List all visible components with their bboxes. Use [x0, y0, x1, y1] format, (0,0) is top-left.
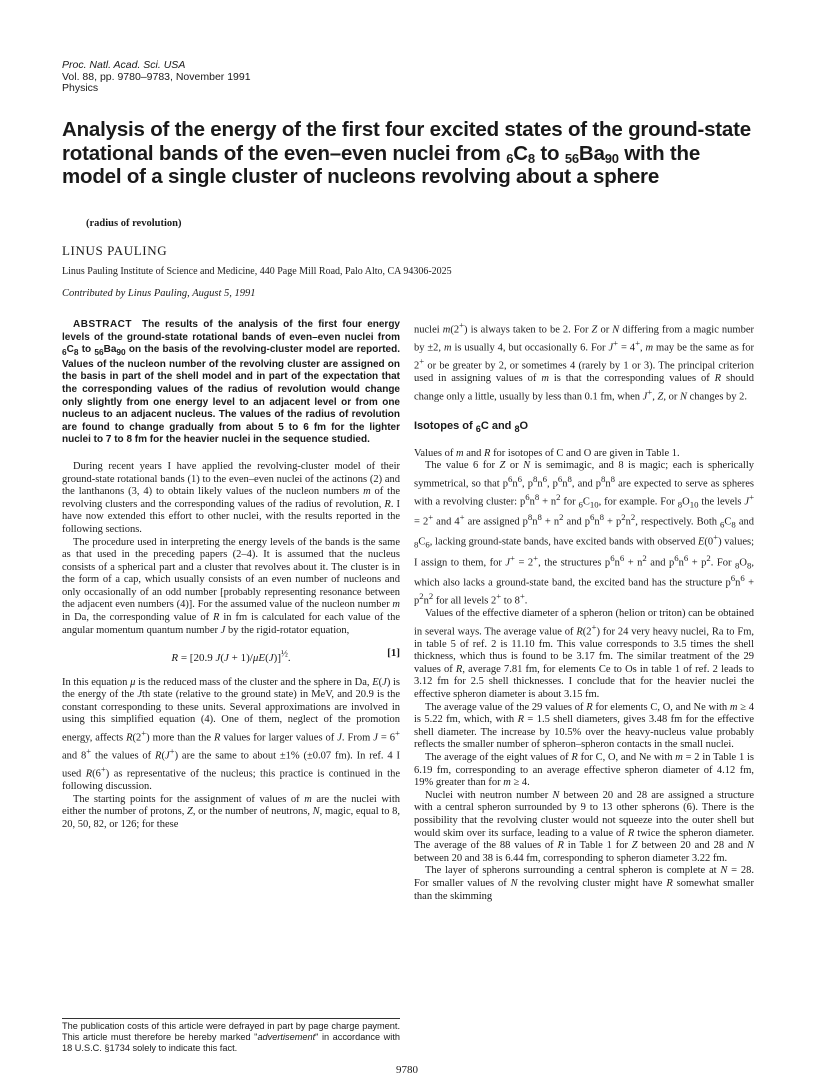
abstract-label: ABSTRACT	[73, 319, 132, 330]
body-paragraph: nuclei m(2+) is always taken to be 2. For Z or N differing from a magic number by ±2, m is usually 4, but occasionally 6. For J+ = 4+, m may be the same as for 2+ or be greater by 2, or sometimes 4 (rarely by 1 or 3). The principal criterion used in assigning values of m is that the corresponding values of R should change only a little, usually by less than 0.1 fm, when J+, Z, or N changes by 2.	[414, 320, 755, 403]
body-paragraph: In this equation μ is the reduced mass of the cluster and the sphere in Da, E(J) is the energy of the Jth state (relative to the ground state) in MeV, and 20.9 is the constant corresponding to these units. Several approximations are involved in using this simplified equation (4). One of them, neglect of the promotion energy, affects R(2+) more than the R values for larger values of J. From J = 6+ and 8+ the values of R(J+) are the same to about ±1% (±0.07 fm). In ref. 4 I used R(6+) as representative of the nucleus; this practice is continued in the following discussion.	[62, 676, 401, 793]
body-paragraph: Values of the effective diameter of a spheron (helion or triton) can be obtained in several ways. The average value of R(2+) for 24 very heavy nuclei, Ra to Fm, in table 5 of ref. 2 is 11.10 fm. This value corresponds to 3.5 times the shell thickness, which thus is found to be 3.17 fm. The similar treatment of the 29 values of R, average 7.81 fm, for elements Ce to Os in table 1 of ref. 2 leads to 3.12 fm for 2.5 shell thicknesses. I conclude that for the heavier nuclei the effective spheron diameter is about 3.15 fm.	[414, 607, 754, 701]
section-heading: Isotopes of $_6$C and $_8$O	[414, 419, 529, 435]
body-paragraph: The average of the eight values of R for C, O, and Ne with m = 2 in Table 1 is 6.19 fm, corresponding to an average effective spheron diameter of 4.12 fm, 19% greater than for m ≥ 4.	[414, 752, 754, 789]
left-column	[62, 319, 400, 832]
journal-name: Proc. Natl. Acad. Sci. USA	[62, 59, 186, 71]
journal-section: Physics	[62, 82, 99, 94]
body-paragraph: During recent years I have applied the revolving-cluster model of their ground-state rotational bands (1) to the even–even nuclei of the actinons (2) and the lanthanons (3, 4) to obtain likely values of the nucleon numbers m of the revolving clusters and the corresponding values of the radius of revolution, R. I have now extended this effort to other nuclei, with the results reported in the following sections.	[62, 460, 400, 535]
body-paragraph: The value 6 for Z or N is semimagic, and 8 is magic; each is spherically symmetrical, so that $p^6n^6$, $p^8n^6$, $p^6n^8$, and $p^8n^8$ are expected to serve as spheres with a revolving cluster: $p^6n^8 + n^2$ for $_6C_{10}$, for example. For $_8O_{10}$ the levels J+ = 2+ and 4+ are assigned $p^8n^8 + n^2$ and $p^6n^8 + p^2n^2$, respectively. Both $_6C_8$ and $_8C_6$, lacking ground-state bands, have excited bands with observed E(0+) values; I assign to them, for J+ = 2+, the structures $p^6n^6 + n^2$ and $p^6n^6 + p^2$. For $_8O_8$, which also lacks a ground-state band, the excited band has the structure $p^6n^6 + p^2n^2$ for all levels 2+ to 8+.	[414, 460, 755, 607]
body-paragraph: Values of m and R for isotopes of C and O are given in Table 1.	[414, 447, 680, 459]
contributed-line: Contributed by Linus Pauling, August 5, 1991	[62, 288, 256, 299]
body-paragraph: Nuclei with neutron number N between 20 and 28 are assigned a structure with a central spheron surrounded by 9 to 13 other spherons (6). There is the possibility that the revolving cluster would not squeeze into the outer shell but would skim over its surface, leading to a value of R twice the spheron diameter. The average of the 88 values of R in Table 1 for Z between 20 and 28 and N between 20 and 38 is 6.44 fm, corresponding to spheron diameter 3.22 fm.	[414, 789, 755, 864]
author-affiliation: Linus Pauling Institute of Science and Medicine, 440 Page Mill Road, Palo Alto, CA 94306-2025	[62, 266, 452, 277]
abstract	[62, 319, 400, 447]
footnote: The publication costs of this article were defrayed in part by page charge payment. This article must therefore be hereby marked "advertisement" in accordance with 18 U.S.C. §1734 solely to indicate this fact.	[62, 1021, 400, 1053]
equation-1	[62, 647, 400, 664]
body-paragraph: The average value of the 29 values of R for elements C, O, and Ne with m ≥ 4 is 5.22 fm, which, with R = 1.5 shell diameters, gives 3.48 fm for the effective shell diameter. The increase by 10.5% over the heavy-nucleus value probably reflects the smaller number of spheron–spheron contacts in the small nuclei.	[414, 701, 755, 751]
journal-header	[62, 60, 251, 95]
footnote-rule	[62, 1018, 400, 1019]
body-paragraph: The procedure used in interpreting the energy levels of the bands is the same as that used in the preceding papers (2–4). It is assumed that the nucleus consists of a spherical part and a cluster that revolves about it. The cluster is in the form of a cap, which usually consists of an even number of nucleons and only occasionally of an odd number [probably representing resonance between the adjacent even numbers (4)]. For the assumed value of the nucleon number m in Da, the corresponding value of R in fm is calculated for each value of the angular momentum quantum number J by the rigid-rotator equation,	[62, 536, 400, 636]
abstract-text: The results of the analysis of the first four energy levels of the ground-state rotational bands of even–even nuclei from $_6C_8$ to $_{56}Ba_{90}$ on the basis of the revolving-cluster model are reported. Values of the nucleon number of the revolving cluster are assigned on the basis in part of the shell model and in part of the expectation that the corresponding values of the radius of revolution would change only slightly from one energy level to an adjacent level or from one nucleus to an adjacent nucleus. The values of the radius of revolution are found to change gradually from about 5 to 6 fm for the lighter nuclei to 7 to 8 fm for the heavier nuclei in the sequence studied.	[62, 319, 400, 446]
equation-number: [1]	[387, 647, 400, 660]
body-paragraph: The starting points for the assignment of values of m are the nuclei with either the number of protons, Z, or the number of neutrons, N, magic, equal to 8, 20, 50, 82, or 126; for these	[62, 793, 400, 830]
body-paragraph: The layer of spherons surrounding a central spheron is complete at N = 28. For smaller values of N the revolving cluster might have R somewhat smaller than the skimming	[414, 865, 755, 902]
journal-volume: Vol. 88, pp. 9780–9783, November 1991	[62, 70, 251, 83]
page-number: 9780	[396, 1064, 418, 1076]
article-keywords: (radius of revolution)	[86, 218, 182, 229]
right-column	[414, 319, 754, 903]
equation-body: R = [20.9 J(J + 1)/μE(J)]$^{\frac{1}{2}}$.	[171, 648, 291, 664]
article-title: Analysis of the energy of the first four excited states of the ground-state rotational bands of the even–even nuclei from $_6C_8$ to $_{56}Ba_{90}$ with the model of a single cluster of nucleons revolving about a sphere	[62, 118, 751, 188]
author-name: LINUS PAULING	[62, 243, 168, 258]
